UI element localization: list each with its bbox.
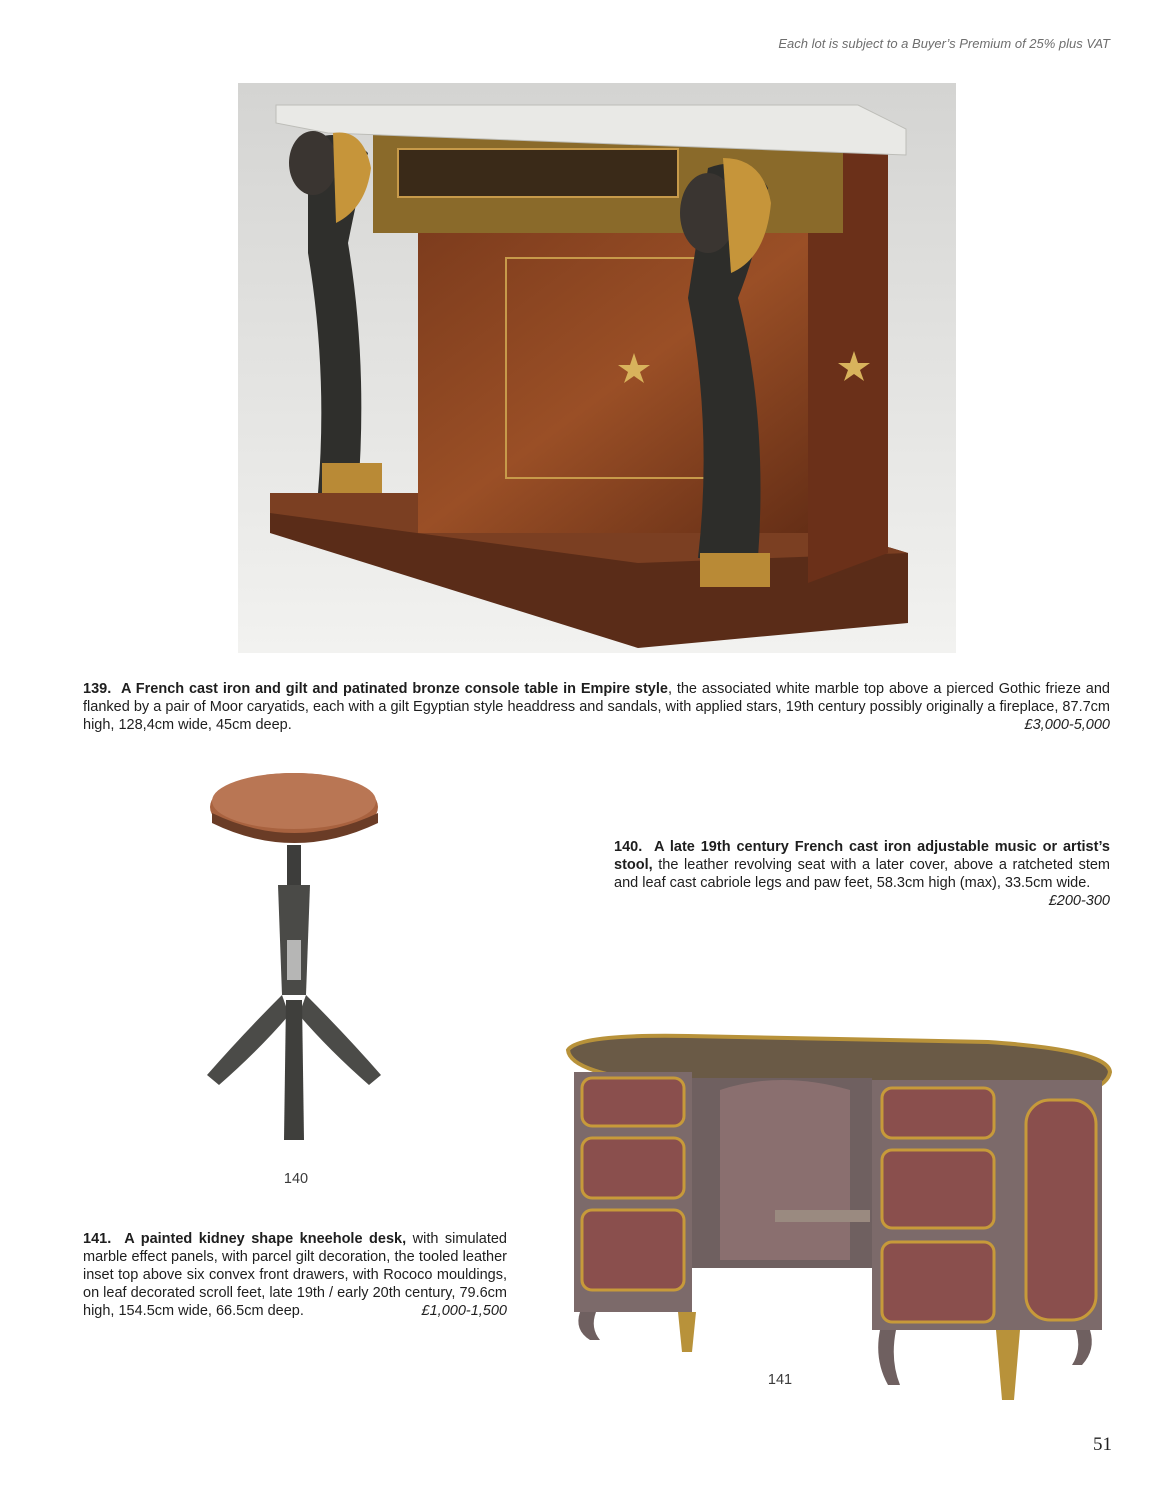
lot-139-title: A French cast iron and gilt and patinated bronze console table in Empire style — [120, 681, 668, 697]
lot-141-estimate: £1,000-1,500 — [421, 1303, 507, 1319]
lot-140-estimate: £200-300 — [1048, 893, 1110, 909]
lot-139-photo — [238, 83, 956, 653]
lot-140-number: 140. — [614, 839, 643, 855]
lot-139-description — [83, 680, 1110, 734]
lot-140-caption: 140 — [283, 1171, 309, 1187]
lot-139-details: , the associated white marble top above a pierced Gothic frieze and flanked by a pair of Moor caryatids, each with a gilt Egyptian style headdress and sandals, with applied stars, 19th century possibly originally a fireplace, 87.7cm high, 128,4cm wide, 45cm deep. — [83, 681, 1110, 733]
lot-140-photo — [190, 765, 405, 1155]
lot-140-description — [614, 838, 1110, 910]
lot-140-title: A late 19th century French cast iron adjustable music or artist’s stool, — [614, 839, 1110, 873]
lot-139-estimate: £3,000-5,000 — [1024, 717, 1110, 733]
lot-141-number: 141. — [83, 1231, 112, 1247]
lot-139-number: 139. — [83, 681, 112, 697]
lot-141-details: with simulated marble effect panels, with parcel gilt decoration, the tooled leather inset top above six convex front drawers, with Rococo mouldings, on leaf decorated scroll feet, late 19th / early 20th century, 79.6cm high, 154.5cm wide, 66.5cm deep. — [83, 1231, 507, 1319]
page-number: 51 — [1093, 1434, 1112, 1455]
buyers-premium-note: Each lot is subject to a Buyer’s Premium of 25% plus VAT — [778, 36, 1110, 51]
lot-141-caption: 141 — [767, 1372, 793, 1388]
lot-141-description — [83, 1230, 507, 1320]
lot-140-details: the leather revolving seat with a later cover, above a ratcheted stem and leaf cast cabriole legs and paw feet, 58.3cm high (max), 33.5cm wide. — [614, 857, 1110, 891]
lot-141-title: A painted kidney shape kneehole desk, — [124, 1231, 407, 1247]
lot-141-photo — [560, 1030, 1115, 1415]
